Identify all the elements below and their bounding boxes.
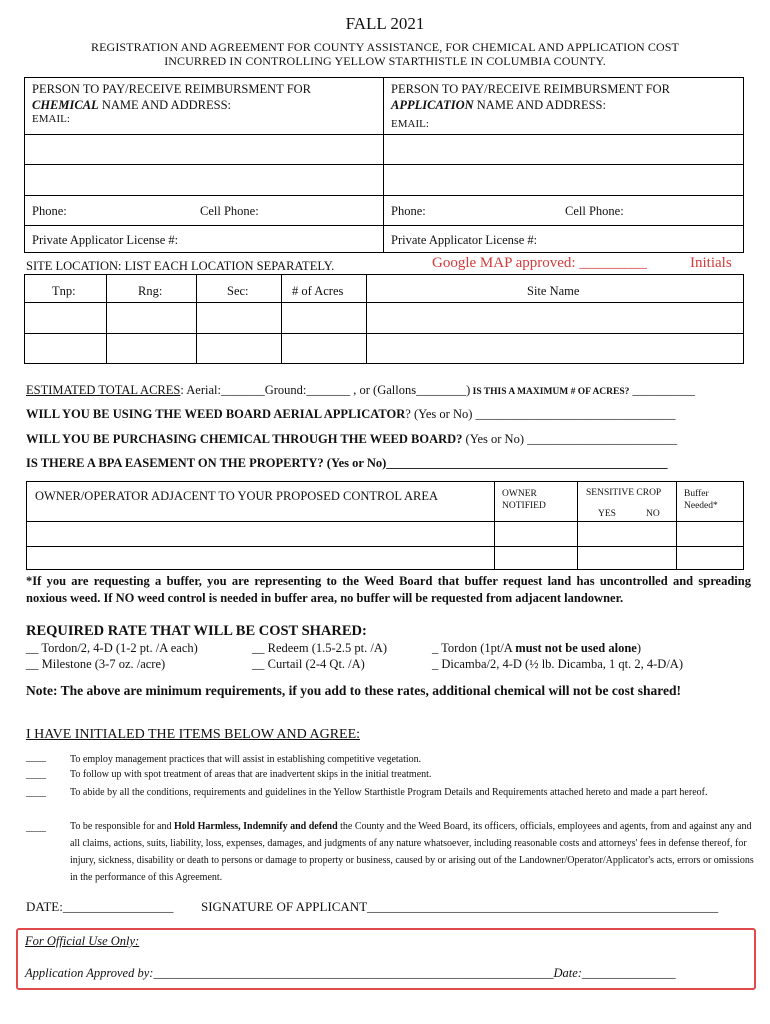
question-purchasing-chemical[interactable]: WILL YOU BE PURCHASING CHEMICAL THROUGH THE WEED BOARD? (Yes or No) ________________________ [26, 432, 678, 446]
rate-tordon-alone[interactable]: _ Tordon (1pt/A must not be used alone) [432, 641, 641, 655]
initials-label[interactable]: Initials [690, 255, 732, 271]
sensitive-crop-yes: YES [598, 509, 616, 519]
col-rng: Rng: [138, 284, 163, 298]
agree-item-4: To be responsible for and Hold Harmless, Indemnify and defend the County and the Weed Board, its officers, officials, employees and agents, from and against any and all claims, actions, suits, liability, loss, expenses, damages, and judgments of any nature whatsoever, including reasonable costs and attorneys' fees in defense thereof, for injury, sickness, disability or death to persons or damage to property or business, caused by or arising out of the Landowner/Operator/Applicator's acts, errors or omissions in the performance of this Agreement. [70, 821, 754, 883]
rate-redeem[interactable]: __ Redeem (1.5-2.5 pt. /A) [252, 641, 388, 655]
official-use-heading: For Official Use Only: [25, 934, 140, 948]
initial-blank-3[interactable]: ____ [26, 787, 46, 798]
initial-blank-4[interactable]: ____ [26, 822, 46, 833]
application-phone-label[interactable]: Phone: [391, 204, 426, 218]
site-table [24, 274, 744, 364]
signature-field[interactable]: SIGNATURE OF APPLICANT______________________________________________________ [201, 899, 719, 914]
agree-heading: I HAVE INITIALED THE ITEMS BELOW AND AGREE: [26, 727, 361, 742]
google-map-approved[interactable]: Google MAP approved: _________ [432, 255, 647, 271]
question-bpa-easement[interactable]: IS THERE A BPA EASEMENT ON THE PROPERTY? (Yes or No)_____________________________________________ [26, 456, 668, 470]
rate-curtail[interactable]: __ Curtail (2-4 Qt. /A) [252, 657, 365, 671]
col-tnp: Tnp: [52, 284, 76, 298]
chemical-cell-label[interactable]: Cell Phone: [200, 204, 259, 218]
agree-item-2: To follow up with spot treatment of areas that are inadvertent skips in the initial treatment. [70, 769, 432, 780]
sensitive-crop-label: SENSITIVE CROP [586, 488, 662, 498]
rate-milestone[interactable]: __ Milestone (3-7 oz. /acre) [26, 657, 166, 671]
application-approved-line[interactable]: Application Approved by:________________________________________________________________Date:_______________ [25, 966, 676, 980]
question-aerial-applicator[interactable]: WILL YOU BE USING THE WEED BOARD AERIAL APPLICATOR? (Yes or No) ________________________________ [26, 407, 676, 421]
rate-dicamba[interactable]: _ Dicamba/2, 4-D (½ lb. Dicamba, 1 qt. 2, 4-D/A) [432, 657, 683, 671]
chemical-email-label: EMAIL: [32, 113, 70, 125]
chemical-payee-heading: PERSON TO PAY/RECEIVE REIMBURSMENT FOR CHEMICAL NAME AND ADDRESS: [32, 82, 312, 112]
chemical-phone-label[interactable]: Phone: [32, 204, 67, 218]
agree-item-3: To abide by all the conditions, requirements and guidelines in the Yellow Starthistle Program Details and Requirements attached hereto and made a part hereof. [70, 787, 708, 798]
estimated-acres-line[interactable]: ESTIMATED TOTAL ACRES: Aerial:_______Ground:_______ , or (Gallons________) IS THIS A MAXIMUM # OF ACRES? __________ [26, 383, 696, 397]
col-acres: # of Acres [292, 284, 344, 298]
rate-tordon-24d[interactable]: __ Tordon/2, 4-D (1-2 pt. /A each) [26, 641, 198, 655]
site-heading: SITE LOCATION: LIST EACH LOCATION SEPARATELY. [26, 259, 335, 273]
date-field[interactable]: DATE:_________________ [26, 899, 174, 914]
subtitle-line-1: REGISTRATION AND AGREEMENT FOR COUNTY ASSISTANCE, FOR CHEMICAL AND APPLICATION COST [91, 40, 679, 54]
adjacent-heading: OWNER/OPERATOR ADJACENT TO YOUR PROPOSED CONTROL AREA [35, 489, 439, 503]
subtitle-line-2: INCURRED IN CONTROLLING YELLOW STARTHISTLE IN COLUMBIA COUNTY. [164, 54, 606, 68]
rates-heading: REQUIRED RATE THAT WILL BE COST SHARED: [26, 623, 367, 639]
owner-notified-label: OWNER NOTIFIED [502, 489, 546, 511]
application-email-label: EMAIL: [391, 118, 429, 130]
minimum-note: Note: The above are minimum requirements, if you add to these rates, additional chemical will not be cost shared! [26, 683, 681, 698]
initial-blank-2[interactable]: ____ [26, 769, 46, 780]
buffer-needed-label: Buffer Needed* [684, 489, 718, 511]
initial-blank-1[interactable]: ____ [26, 752, 46, 763]
chemical-license-label[interactable]: Private Applicator License #: [32, 233, 179, 247]
buffer-note: *If you are requesting a buffer, you are representing to the Weed Board that buffer request land has uncontrolled and spreading noxious weed. If NO weed control is needed in buffer area, no buffer will be requested from adjacent landowner. [26, 574, 751, 605]
agree-item-1: To employ management practices that will assist in establishing competitive vegetation. [70, 754, 422, 765]
application-cell-label[interactable]: Cell Phone: [565, 204, 624, 218]
col-site-name: Site Name [527, 284, 580, 298]
col-sec: Sec: [227, 284, 249, 298]
form-subtitle [20, 40, 750, 68]
sensitive-crop-no: NO [646, 509, 660, 519]
application-license-label[interactable]: Private Applicator License #: [391, 233, 538, 247]
application-payee-heading: PERSON TO PAY/RECEIVE REIMBURSMENT FOR APPLICATION NAME AND ADDRESS: [391, 82, 671, 112]
form-title: FALL 2021 [345, 14, 425, 33]
